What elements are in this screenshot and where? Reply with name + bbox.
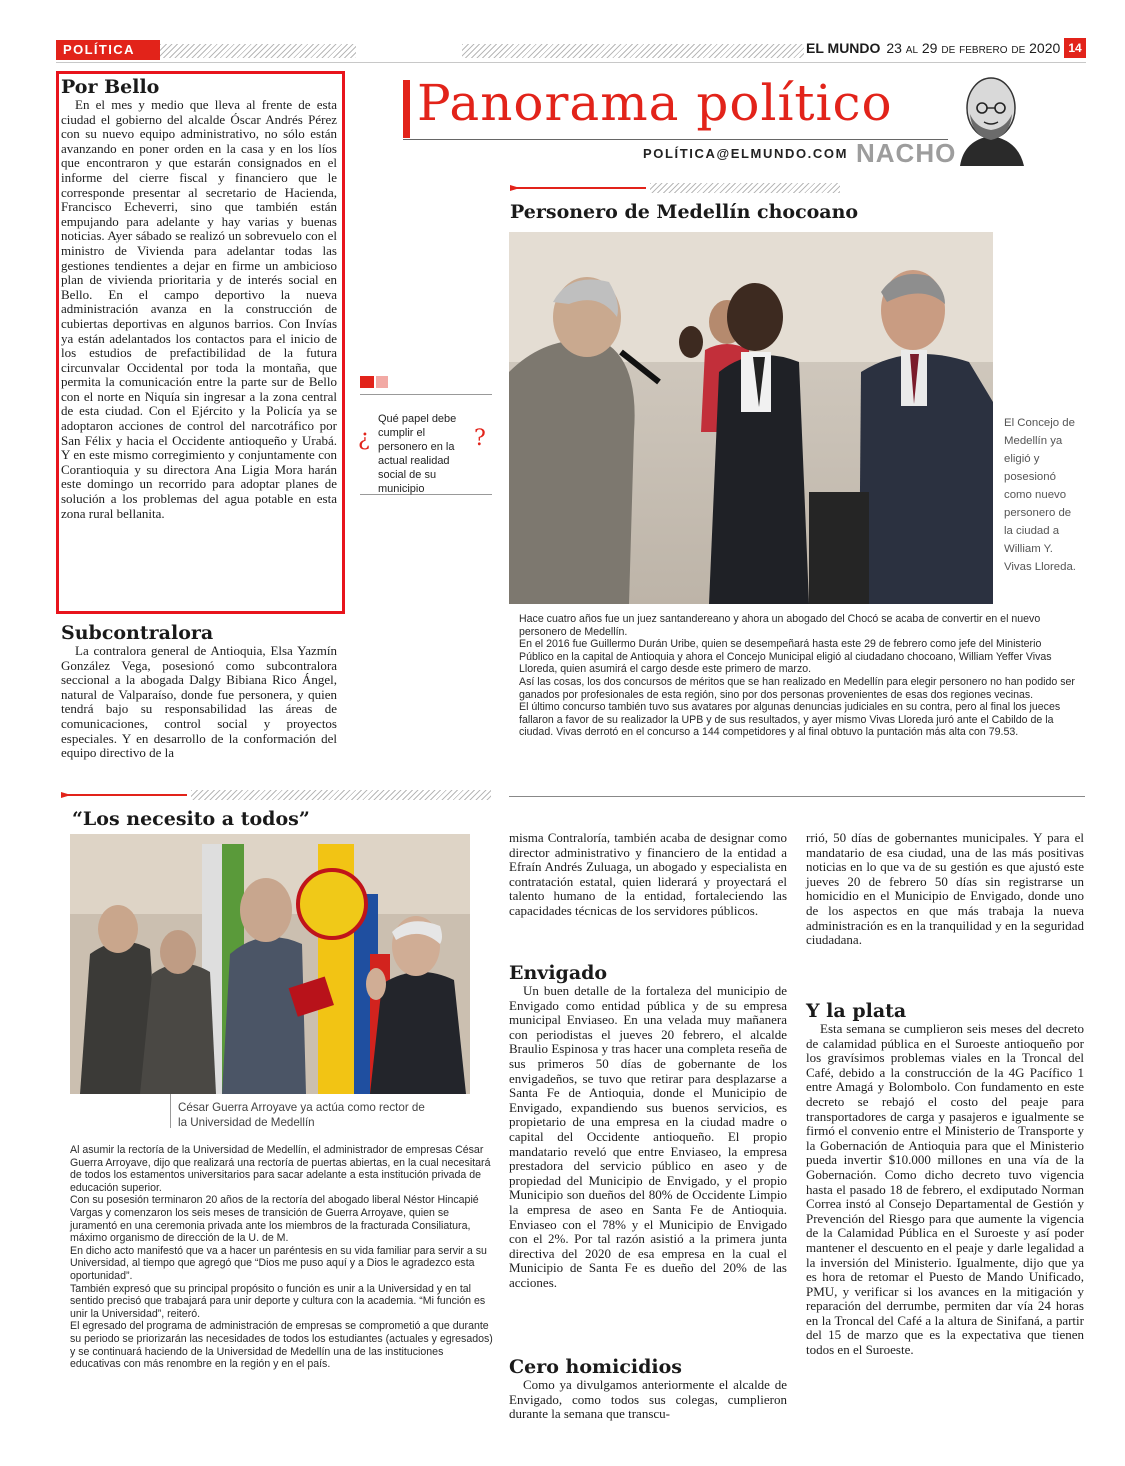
subcontralora-title: Subcontralora [61, 622, 214, 644]
necesito-caption-rule [170, 1094, 171, 1128]
personero-paragraph: Hace cuatro años fue un juez santandereano y ahora un abogado del Chocó se acaba de convertir en el nuevo personero de Medellín. [519, 613, 1041, 638]
continuacion-text: misma Contraloría, también acaba de designar como director administrativo y financiero de la entidad a Efraín Andrés Zuluaga, un abogado y especialista en contratación estatal, quien liderará y proyectará el talento humano de la entidad, fortaleciendo las capacidades técnicas de los servidores públicos. [509, 830, 787, 918]
personero-photo [509, 232, 993, 604]
necesito-caption: César Guerra Arroyave ya actúa como rector de la Universidad de Medellín [178, 1101, 425, 1129]
necesito-paragraph: El egresado del programa de administración de empresas se comprometió a que durante su periodo se priorizarán las necesidades de todos los estudiantes (actuales y egresados) y se continuará haciendo de la Universidad de Medellín una de las instituciones educativas con más renombre en la región y en el país. [70, 1320, 493, 1371]
cero-title: Cero homicidios [509, 1356, 682, 1378]
personero-title: Personero de Medellín chocoano [510, 201, 859, 223]
personero-body [519, 613, 1075, 739]
question-box-marker-2 [376, 376, 388, 388]
envigado-article [509, 962, 787, 1290]
personero-arrow [510, 183, 840, 193]
necesito-paragraph: Con su posesión terminaron 20 años de la rectoría del abogado liberal Néstor Hincapié Vargas y comenzaron los seis meses de transición de Guerra Arroyave, quien se juramentó en una ceremonia privada ante los miembros de la fracturada Consiliatura, máximo organismo de dirección de la U. de M. [70, 1194, 479, 1245]
column-title: Panorama político [417, 74, 893, 132]
question-text: Qué papel debe cumplir el personero en la actual realidad social de su municipio [378, 413, 457, 495]
necesito-paragraph: También expresó que su principal propósito o función es unir a la Universidad y en tal sentido precisó que trabajará para unir deporte y cultura con la academia. “Mi función es unir la Universidad”, reiteró. [70, 1282, 486, 1320]
personero-paragraph: En el 2016 fue Guillermo Durán Uribe, quien se desempeñará hasta este 29 de febrero como jefe del Ministerio Público en la capital de Antioquia y ahora el Concejo Municipal eligió al ciudadano chocoano, William Yeffer Vivas Lloreda, quien asumirá el cargo desde este primero de marzo. [519, 638, 1052, 676]
question-close-mark: ? [474, 426, 486, 451]
question-box-rule [360, 394, 492, 395]
por-bello-title: Por Bello [61, 76, 160, 98]
paper-name: EL MUNDO [806, 40, 881, 56]
subcontralora-article [61, 622, 337, 761]
plata-article [806, 1000, 1084, 1358]
plata-title: Y la plata [806, 1000, 907, 1022]
column-email: POLÍTICA@ELMUNDO.COM [643, 146, 848, 161]
column-author: NACHO [856, 138, 957, 168]
header-hatch-right [462, 44, 804, 58]
cero-article [509, 1356, 787, 1422]
necesito-photo [70, 834, 470, 1094]
question-box [356, 376, 492, 496]
por-bello-article [61, 76, 337, 521]
por-bello-text: En el mes y medio que lleva al frente de esta ciudad el gobierno del alcalde Óscar Andrés Pérez con su nuevo equipo administrativo, no sólo están avanzando en poner orden en la casa y en los líos que encontraron y que estarán consignados en el informe del cierre fiscal y financiero que le corresponde presentar al secretario de Hacienda, Francisco Echeverri, sino que también están empujando para adelante y hay varias y buenas noticias. Ayer sábado se realizó un sobrevuelo con el ministro de Vivienda para adelantar todas las gestiones tendientes a dejar en firme un ambicioso plan de vivienda prioritaria y de interés social en Bello. En el campo deportivo la nueva administración avanza en la construcción de cubiertas deportivas en algunos barrios. Con Invías ya están adelantados los contactos para el inicio de los estudios de prefactibilidad de la futura circunvalar Occidental por toda la montaña, que permita la comunicación entre la parte sur de Bello con el norte en Niquía sin ingresar a la zona central de esta ciudad. Con el Ejército y la Policía ya se adoptaron acciones de control del narcotráfico por San Félix y hacia el Occidente antioqueño y Urabá. Y en este mismo corregimiento y conjuntamente con Corantioquia y su directora Ana Ligia Mora harán este domingo un recorrido para adoptar planes de solución a los problemas del agua potable en esta zona rural bellanita. [61, 97, 337, 521]
personero-caption: El Concejo de Medellín ya eligió y posesionó como nuevo personero de la ciudad a William Y. Vivas Lloreda. [1004, 417, 1076, 573]
personero-paragraph: Así las cosas, los dos concursos de méritos que se han realizado en Medellín para elegir personero no han podido ser ganados por profesionales de esta región, sino por dos personas provenientes de esas dos regiones vecinas. [519, 675, 1075, 701]
issue-date: 23 al 29 de febrero de 2020 [886, 40, 1061, 56]
header-dateline [806, 40, 1060, 56]
page-number: 14 [1064, 38, 1086, 58]
personero-rule [509, 796, 1085, 797]
necesito-paragraph: En dicho acto manifestó que va a hacer un paréntesis en su vida familiar para servir a su Universidad, al tiempo que agregó que “Dios me puso aquí y a Dios le agradezco esta oportunidad”. [70, 1244, 487, 1282]
cero-text-start: Como ya divulgamos anteriormente el alcalde de Envigado, como todos sus colegas, cumplieron durante la semana que transcu- [509, 1377, 787, 1422]
necesito-arrow [61, 790, 491, 800]
cero-text: rrió, 50 días de gobernantes municipales. Y para el mandatario de esa ciudad, una de las más positivas noticias en lo que va de su gestión es que ajustó este jueves 20 de febrero 50 días sin registrarse un homicidio en el Municipio de Envigado, donde uno de los aspectos en que más trabaja la nueva administración es en la tranquilidad y en la seguridad ciudadana. [806, 830, 1084, 948]
masthead-red-bar [403, 80, 410, 138]
continuacion-article [509, 831, 787, 919]
personero-paragraph: El último concurso también tuvo sus avatares por algunas denuncias judiciales en su contra, pero al final los jueces fallaron a favor de su realizador la UPB y de sus resultados, y ayer mismo Vivas Lloreda juró ante el Cabildo de la ciudad. Vivas derrotó en el concurso a 144 competidores y al final obtuvo la puntación más alta con 79.53. [519, 701, 1061, 739]
author-portrait-icon [950, 70, 1032, 166]
cero-continued [806, 831, 1084, 948]
envigado-text: Un buen detalle de la fortaleza del municipio de Envigado como entidad pública y de su empresa municipal Enviaseo. En una velada muy mañanera con periodistas el jueves 20 febrero, el alcalde Braulio Espinosa y tras hacer una completa reseña de sus primeros 50 días de gobernante de los envigadeños, se tuvo que retirar para desplazarse a Santa Fe de Antioquia, donde el Municipio de Envigado, expandiendo sus buenos servicios, es propietario de una empresa en la ciudad madre o capital del Occidente antioqueño. El propio mandatario reveló que entre Enviaseo, la empresa prestadora del servicio público en aseo y de propiedad del Municipio de Envigado, y el propio Municipio son dueños del 80% de Occidente Limpio la empresa de aseo en Santa Fe de Antioquia. Enviaseo con el 78% y el Municipio de Envigado con el 2%. Por tal razón asistió a la primera junta directiva del 2020 de esa empresa en la cual el Municipio de Santa Fe es dueño del 20% de las acciones. [509, 983, 787, 1290]
envigado-title: Envigado [509, 962, 608, 984]
section-label: POLÍTICA [63, 42, 135, 57]
plata-text: Esta semana se cumplieron seis meses del decreto de calamidad pública en el Suroeste antioqueño por los gravísimos problemas viales en la Troncal del Café, debido a la construcción de la 4G Pacífico 1 entre Amagá y Bolombolo. Con fundamento en este decreto se rebajó el costo del peaje para transportadores de carga y pasajeros e igualmente se firmó el convenio entre el Ministerio de Transporte y la Gobernación de Antioquia para que el Ministerio pueda invertir $10.000 millones en una vía de la Gobernación. Como dicho decreto tuvo vigencia hasta el pasado 18 de febrero, el exdiputado Norman Correa instó al Consejo Departamental de Gestión y Prevención del Riesgo para que aumente la vigencia de la Calamidad Pública en el Suroeste y así poder mantener el descuento en el peaje y darle legalidad a la inversión del Ministerio. Igualmente, dijo que ya es hora de retomar el Puesto de Mando Unificado, PMU, y verificar si los avances en la mitigación y reparación del derrumbe, permiten dar vía 24 horas en la Troncal del Café a la altura de Sinifaná, a partir del 15 de marzo que es la expectativa que tienen todos en el Suroeste. [806, 1021, 1084, 1358]
necesito-paragraph: Al asumir la rectoría de la Universidad de Medellín, el administrador de empresas César Guerra Arroyave, dijo que realizará una rectoría de puertas abiertas, en la cual necesitará de todos los estamentos universitarios para sacar adelante a esta institución privada de educación superior. [70, 1144, 491, 1194]
necesito-title: “Los necesito a todos” [72, 808, 310, 830]
question-open-mark: ¿ [358, 426, 370, 451]
necesito-body [70, 1144, 494, 1371]
subcontralora-text: La contralora general de Antioquia, Elsa Yazmín González Vega, posesionó como subcontralora seccional a la abogada Dalgy Bibiana Rico Ángel, natural de Valparaíso, donde fue personera, y quien tendrá bajo su responsabilidad las áreas de comunicaciones, control social y proyectos especiales. Y en desarrollo de la conformación del equipo directivo de la [61, 643, 337, 761]
question-box-marker [360, 376, 374, 388]
header-rule [56, 62, 1086, 63]
header-hatch-left [160, 44, 356, 58]
